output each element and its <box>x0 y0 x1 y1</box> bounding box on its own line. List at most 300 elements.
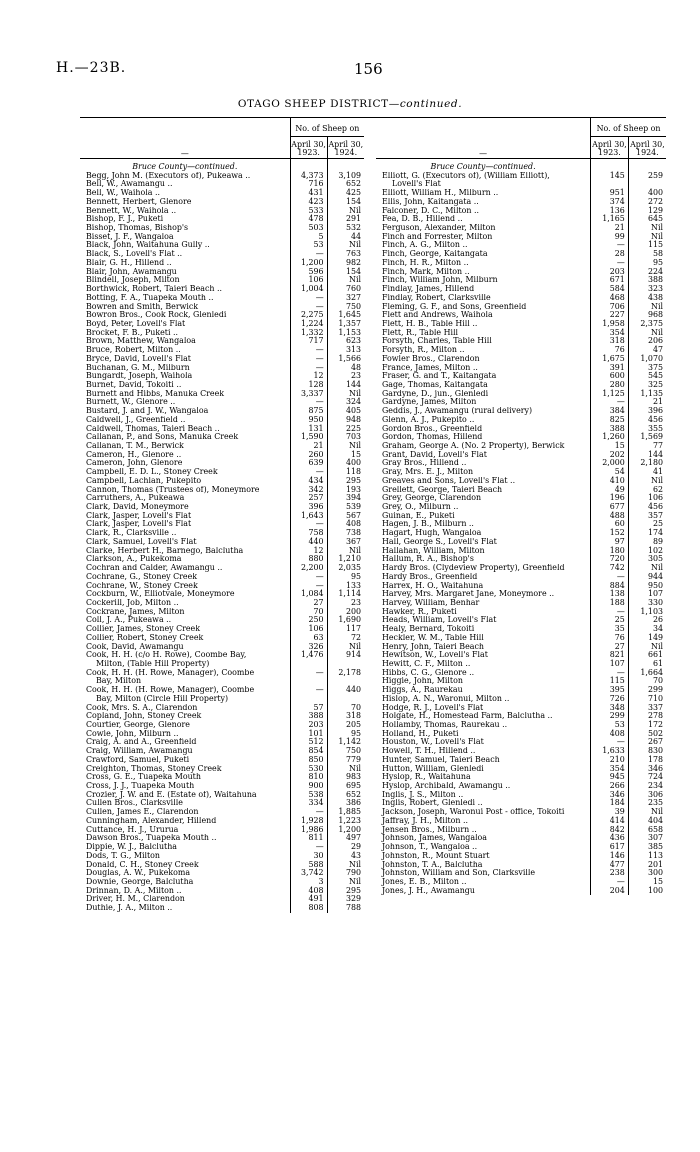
sheep-1924: 259 <box>628 172 666 181</box>
sheep-1923: 204 <box>591 887 629 896</box>
sheep-1923: 478 <box>290 215 327 224</box>
sheep-1924: Nil <box>628 643 666 652</box>
sheep-1923: 758 <box>290 529 327 538</box>
sheep-1923: 30 <box>290 852 327 861</box>
owner-name: Cook, Mrs. S. A., Clarendon <box>86 703 198 712</box>
sheep-1923: — <box>290 582 327 591</box>
sheep-1924: 1,210 <box>327 555 364 564</box>
sheep-1923: 138 <box>591 590 629 599</box>
sheep-1924: 174 <box>628 529 666 538</box>
table-row <box>80 669 364 678</box>
owner-name: Brown, Matthew, Wangaloa <box>86 337 196 346</box>
sheep-1924: 58 <box>628 250 666 259</box>
sheep-1923: 210 <box>591 756 629 765</box>
sheep-1923: 196 <box>591 494 629 503</box>
sheep-1924: 193 <box>327 486 364 495</box>
owner-name: Flett and Andrews, Waihola <box>382 311 493 320</box>
sheep-1923: 106 <box>290 625 327 634</box>
sheep-1923: 25 <box>591 616 629 625</box>
right-table-block <box>376 118 666 895</box>
owner-name: Guinan, E., Puketi <box>382 511 455 520</box>
sheep-1924: Nil <box>628 329 666 338</box>
sheep-1923: 54 <box>591 468 629 477</box>
owner-name: Blair, John, Awamangu <box>86 267 177 276</box>
sheep-1924: 205 <box>327 721 364 730</box>
owner-name: Grant, David, Lovell's Flat <box>382 450 487 459</box>
sheep-1924: 497 <box>327 834 364 843</box>
sheep-1924: 89 <box>628 538 666 547</box>
sheep-1924: Nil <box>327 861 364 870</box>
owner-name: Bowron Bros., Cook Rock, Glenledi <box>86 311 227 320</box>
owner-name: Hardy Bros., Greenfield <box>382 572 478 581</box>
sheep-1924: 779 <box>327 756 364 765</box>
col-1923-header: April 30, 1923. <box>290 137 327 159</box>
sheep-1924: 23 <box>327 599 364 608</box>
sheep-1924: 325 <box>628 381 666 390</box>
sheep-1923: 49 <box>591 486 629 495</box>
sheep-1924: 738 <box>327 529 364 538</box>
owner-name: Hawker, R., Puketi <box>382 607 457 616</box>
sheep-1923: 842 <box>591 826 629 835</box>
owner-name: Drinnan, D. A., Milton .. <box>86 886 182 895</box>
sheep-1924: 107 <box>628 590 666 599</box>
owner-name: Brocket, F. B., Puketi .. <box>86 328 179 337</box>
sheep-1924: Nil <box>628 808 666 817</box>
sheep-1924: 201 <box>628 861 666 870</box>
owner-name: Copland, John, Stoney Creek <box>86 712 202 721</box>
sheep-1924: 1,223 <box>327 817 364 826</box>
owner-name: Bisset, J. F., Wangaloa <box>86 232 174 241</box>
sheep-1924: 404 <box>628 817 666 826</box>
sheep-1924: 2,375 <box>628 320 666 329</box>
owner-name: Henry, John, Taieri Beach <box>382 642 484 651</box>
owner-name: Hagen, J. B., Milburn .. <box>382 520 474 529</box>
sheep-1924: 70 <box>628 677 666 686</box>
sheep-1923: 408 <box>591 730 629 739</box>
sheep-1923: 188 <box>591 599 629 608</box>
sheep-1923: 12 <box>290 372 327 381</box>
sheep-1924: 77 <box>628 442 666 451</box>
sheep-1924: 1,070 <box>628 355 666 364</box>
owner-name: Harvey, William, Benhar <box>382 598 480 607</box>
sheep-1923: — <box>591 241 629 250</box>
sheep-1923: 346 <box>591 791 629 800</box>
owner-name: Cross, J. J., Tuapeka Mouth <box>86 782 195 791</box>
owner-name: Begg, John M. (Executors of), Pukeawa .. <box>86 171 251 180</box>
sheep-1924: 29 <box>327 843 364 852</box>
owner-name: Cook, H. H. (H. Rowe, Manager), Coombe <box>86 686 255 695</box>
section-heading: Bruce County—continued. <box>132 162 238 171</box>
owner-name: Collier, James, Stoney Creek <box>86 625 201 634</box>
sheep-1924: 62 <box>628 486 666 495</box>
sheep-1924: 1,569 <box>628 433 666 442</box>
sheep-1923: 1,643 <box>290 512 327 521</box>
section-row <box>376 159 666 172</box>
owner-name: Hutton, William, Glenledi <box>382 764 484 773</box>
owner-name: Bustard, J. and J. W., Wangaloa <box>86 407 209 416</box>
sheep-1923: 2,200 <box>290 564 327 573</box>
col-1924-header: April 30, 1924. <box>327 137 364 159</box>
sheep-1923: 128 <box>290 381 327 390</box>
owner-name: Harvey, Mrs. Margaret Jane, Moneymore .. <box>382 590 555 599</box>
owner-name: Grey, George, Clarendon <box>382 494 482 503</box>
sheep-1924: 267 <box>628 738 666 747</box>
sheep-1924: 61 <box>628 660 666 669</box>
sheep-1923: 184 <box>591 799 629 808</box>
sheep-1923: 136 <box>591 207 629 216</box>
sheep-1923: 440 <box>290 538 327 547</box>
owner-name: Cowie, John, Milburn .. <box>86 729 179 738</box>
sheep-1923: 384 <box>591 407 629 416</box>
sheep-1924: Nil <box>327 241 364 250</box>
sheep-1923: 227 <box>591 311 629 320</box>
sheep-1924: 724 <box>628 773 666 782</box>
owner-name: Bungardt, Joseph, Waihola <box>86 372 193 381</box>
owner-name: Lovell's Flat <box>392 180 441 189</box>
sheep-1923: — <box>591 669 629 678</box>
owner-name: Cook, H. H. (c/o H. Rowe), Coombe Bay, <box>86 651 247 660</box>
sheep-1924: 15 <box>628 878 666 887</box>
sheep-1924: 1,566 <box>327 355 364 364</box>
sheep-1923: 950 <box>290 416 327 425</box>
sheep-1924: 438 <box>628 294 666 303</box>
sheep-1924: 948 <box>327 416 364 425</box>
sheep-1923: 503 <box>290 224 327 233</box>
sheep-1924: 70 <box>327 704 364 713</box>
owner-name: Finch, A. G., Milton .. <box>382 241 468 250</box>
sheep-1924: 278 <box>628 712 666 721</box>
sheep-1923: 720 <box>591 555 629 564</box>
sheep-1924: 375 <box>628 364 666 373</box>
sheep-1923: 726 <box>591 695 629 704</box>
title-continued: continued. <box>399 98 463 110</box>
owner-name: Clark, Jasper, Lovell's Flat <box>86 520 192 529</box>
sheep-1924: 47 <box>628 346 666 355</box>
sheep-1923: 97 <box>591 538 629 547</box>
sheep-1923: 617 <box>591 843 629 852</box>
sheep-1924: 2,035 <box>327 564 364 573</box>
owner-name: Finch, George, Kaitangata <box>382 250 488 259</box>
sheep-1923: 374 <box>591 198 629 207</box>
sheep-1923: 1,476 <box>290 651 327 660</box>
sheep-1923: 146 <box>591 852 629 861</box>
sheep-1924: 41 <box>628 468 666 477</box>
sheep-1924: Nil <box>628 477 666 486</box>
owner-name: Hardy Bros. (Clydeview Property), Greenfield <box>382 564 565 573</box>
owner-name: Higgs, A., Raurekau <box>382 686 463 695</box>
sheep-1924: 3,109 <box>327 172 364 181</box>
owner-name: Johnson, T., Wangaloa .. <box>382 843 478 852</box>
left-sheep-table <box>80 118 364 913</box>
owner-name: Bruce, Robert, Milton .. <box>86 346 181 355</box>
sheep-1923: 468 <box>591 294 629 303</box>
owner-name: Forsyth, R., Milton .. <box>382 346 465 355</box>
sheep-1923: 4,373 <box>290 172 327 181</box>
owner-name: Hollamby, Thomas, Raurekau .. <box>382 721 508 729</box>
owner-name: Clark, Samuel, Lovell's Flat <box>86 537 197 546</box>
sheep-1923: 854 <box>290 747 327 756</box>
sheep-1923: 512 <box>290 738 327 747</box>
owner-name: Bowren and Smith, Berwick <box>86 302 199 311</box>
owner-name: Flett, H. B., Table Hill .. <box>382 319 478 328</box>
owner-name: Fraser, G. and T., Kaitangata <box>382 372 497 381</box>
owner-name: Howell, T. H., Hillend .. <box>382 747 476 756</box>
owner-name: Ferguson, Alexander, Milton <box>382 224 496 233</box>
owner-name: Johnston, R., Mount Stuart <box>382 851 490 860</box>
sheep-1923: 821 <box>591 651 629 660</box>
sheep-1923: 348 <box>591 704 629 713</box>
owner-name: Findlay, James, Hillend <box>382 285 475 294</box>
owner-name: Inglis, J. S., Milton .. <box>382 790 464 799</box>
owner-name: Hyslop, Archibald, Awamangu .. <box>382 782 511 791</box>
owner-name: Findlay, Robert, Clarksville <box>382 293 491 302</box>
sheep-1924: 710 <box>628 695 666 704</box>
owner-name: Bell, W., Awamangu .. <box>86 180 173 189</box>
sheep-1924: 295 <box>327 477 364 486</box>
sheep-1923: 1,165 <box>591 215 629 224</box>
sheep-1923: 260 <box>290 451 327 460</box>
sheep-1923: 180 <box>591 547 629 556</box>
sheep-1924: 645 <box>628 215 666 224</box>
owner-name: Cockerill, Job, Milton .. <box>86 598 179 607</box>
sheep-1923: 334 <box>290 799 327 808</box>
sheep-1924: 567 <box>327 512 364 521</box>
sheep-1924: 502 <box>628 730 666 739</box>
sheep-1924: 327 <box>327 294 364 303</box>
sheep-1923: — <box>591 738 629 747</box>
sheep-1923: — <box>290 686 327 695</box>
sheep-1923: — <box>290 843 327 852</box>
owner-name: Duthie, J. A., Milton .. <box>86 904 173 913</box>
sheep-1923: 152 <box>591 529 629 538</box>
sheep-1923: 2,275 <box>290 311 327 320</box>
owner-name: Bay, Milton <box>96 677 142 686</box>
sheep-1923: — <box>290 364 327 373</box>
sheep-1923: 875 <box>290 407 327 416</box>
sheep-1924: 425 <box>327 189 364 198</box>
sheep-1924: 307 <box>628 834 666 843</box>
sheep-1923: 266 <box>591 782 629 791</box>
sheep-1923: 388 <box>290 712 327 721</box>
sheep-1924: 1,114 <box>327 590 364 599</box>
sheep-1924: 1,200 <box>327 826 364 835</box>
sheep-1923: 3 <box>290 878 327 887</box>
owner-name: Bennett, W., Waihola .. <box>86 206 177 215</box>
sheep-1924: 661 <box>628 651 666 660</box>
owner-name: Heckler, W. M., Table Hill <box>382 633 484 642</box>
owner-name: Glenn, A. J., Pukepito .. <box>382 415 475 424</box>
sheep-1924: 1,664 <box>628 669 666 678</box>
owner-name: Clark, R., Clarksville .. <box>86 529 177 538</box>
sheep-1924: 539 <box>327 503 364 512</box>
sheep-1923: 250 <box>290 616 327 625</box>
sheep-1924: 982 <box>327 259 364 268</box>
sheep-1923: 21 <box>591 224 629 233</box>
sheep-1923: 3,742 <box>290 869 327 878</box>
owner-name: Finch and Forrester, Milton <box>382 232 493 241</box>
sheep-1923: 584 <box>591 285 629 294</box>
sheep-1923: 299 <box>591 712 629 721</box>
sheep-1923: 600 <box>591 372 629 381</box>
owner-name: Gray Bros., Hillend .. <box>382 459 467 468</box>
sheep-1924: 272 <box>628 198 666 207</box>
sheep-1923: 410 <box>591 477 629 486</box>
sheep-1924: 34 <box>628 625 666 634</box>
owner-name: Holland, H., Puketi <box>382 729 459 738</box>
sheep-1923: 677 <box>591 503 629 512</box>
left-table-body <box>80 159 364 913</box>
sheep-1923: 1,200 <box>290 259 327 268</box>
left-table-block <box>80 118 364 913</box>
sheep-1923: 318 <box>591 337 629 346</box>
sheep-1923: — <box>290 468 327 477</box>
sheep-1923: 808 <box>290 904 327 913</box>
owner-name: Clark, David, Moneymore <box>86 503 189 512</box>
sheep-1923: 588 <box>290 861 327 870</box>
sheep-1924: 914 <box>327 651 364 660</box>
sheep-1924: 400 <box>628 189 666 198</box>
sheep-1924: 144 <box>628 451 666 460</box>
owner-name: Creighton, Thomas, Stoney Creek <box>86 764 222 773</box>
sheep-1923: 530 <box>290 765 327 774</box>
owner-name: Heads, William, Lovell's Flat <box>382 616 497 625</box>
sheep-1924: 144 <box>327 381 364 390</box>
sheep-1923: — <box>290 346 327 355</box>
sheep-1923: 2,000 <box>591 459 629 468</box>
sheep-1923: 811 <box>290 834 327 843</box>
owner-name: Holgate, H., Homestead Farm, Balclutha .. <box>382 712 553 721</box>
owner-name: Dods, T. G., Milton <box>86 851 160 860</box>
sheep-1923: — <box>591 878 629 887</box>
owner-name: Flett, R., Table Hill <box>382 328 459 337</box>
sheep-1924: 100 <box>628 887 666 896</box>
sheep-1923: 395 <box>591 686 629 695</box>
owner-name: Healy, Bernard, Tokoiti <box>382 625 475 634</box>
page-ref: H.—23B. <box>56 60 127 76</box>
sheep-1924: 652 <box>327 791 364 800</box>
sheep-1924: 23 <box>327 372 364 381</box>
sheep-1923: 408 <box>290 887 327 896</box>
sheep-1923: — <box>290 355 327 364</box>
sheep-1924: 15 <box>327 451 364 460</box>
page-title: OTAGO SHEEP DISTRICT—continued. <box>237 98 463 110</box>
sheep-1923: 423 <box>290 198 327 207</box>
owner-name: Milton, (Table Hill Property) <box>96 659 210 668</box>
owner-name: Finch, H. R., Milton .. <box>382 258 469 267</box>
owner-name: Crozier, J. W. and E. (Estate of), Waitahuna <box>86 790 257 799</box>
sheep-1924: 400 <box>327 459 364 468</box>
sheep-1924: Nil <box>327 442 364 451</box>
sheep-1924: Nil <box>327 878 364 887</box>
title-main: OTAGO SHEEP DISTRICT <box>237 98 389 110</box>
sheep-1923: 716 <box>290 180 327 189</box>
sheep-1923: 596 <box>290 268 327 277</box>
owner-name: Campbell, Lachlan, Pukepito <box>86 476 202 485</box>
owner-name: Gray, Mrs. E. J., Milton <box>382 468 474 477</box>
sheep-1924: 763 <box>327 250 364 259</box>
sheep-1924: 950 <box>628 582 666 591</box>
sheep-1923: 57 <box>290 704 327 713</box>
sheep-1924: Nil <box>327 643 364 652</box>
sheep-1924: 291 <box>327 215 364 224</box>
sheep-1923: 900 <box>290 782 327 791</box>
sheep-1923: 434 <box>290 477 327 486</box>
sheep-1923: 15 <box>591 442 629 451</box>
owner-name: Bryce, David, Lovell's Flat <box>86 354 191 363</box>
owner-name: Cullen, James E., Clarendon <box>86 808 199 817</box>
owner-name: Hunter, Samuel, Taieri Beach <box>382 755 500 764</box>
sheep-1924: 48 <box>327 364 364 373</box>
sheep-1924: 750 <box>327 303 364 312</box>
owner-name: Donald, C. H., Stoney Creek <box>86 860 199 869</box>
owner-name: Gordon Bros., Greenfield <box>382 424 483 433</box>
owner-name: Cannon, Thomas (Trustees of), Moneymore <box>86 485 260 494</box>
sheep-1923: 326 <box>290 643 327 652</box>
sheep-1924: 43 <box>327 852 364 861</box>
owner-name: Hall, George S., Lovell's Flat <box>382 537 497 546</box>
owner-name: France, James, Milton .. <box>382 363 478 372</box>
table-row <box>80 686 364 695</box>
sheep-on-header: No. of Sheep on <box>290 118 364 137</box>
sheep-1924: 456 <box>628 503 666 512</box>
owner-name: Elliott, William H., Milburn .. <box>382 189 499 198</box>
sheep-1924: Nil <box>327 207 364 216</box>
sheep-1924: Nil <box>327 276 364 285</box>
sheep-1924: 355 <box>628 425 666 434</box>
sheep-1923: 107 <box>591 660 629 669</box>
sheep-1924: 299 <box>628 686 666 695</box>
sheep-1924: 394 <box>327 494 364 503</box>
owner-name: Downie, George, Balclutha <box>86 877 194 886</box>
owner-name: Johnston, William and Son, Clarksville <box>382 869 536 878</box>
owner-name: Blair, G. H., Hillend .. <box>86 258 172 267</box>
sheep-1923: 414 <box>591 817 629 826</box>
owner-name: Jackson, Joseph, Waronui Post - office, Tokoiti <box>382 808 565 817</box>
owner-name: Greaves and Sons, Lovell's Flat .. <box>382 476 516 485</box>
owner-name: Hallahan, William, Milton <box>382 546 485 555</box>
owner-name: Fea, D. B., Hillend .. <box>382 215 463 224</box>
sheep-1924: 44 <box>327 233 364 242</box>
owner-name: Graham, George A. (No. 2 Property), Berwick <box>382 442 565 450</box>
sheep-1924: 545 <box>628 372 666 381</box>
sheep-1923: 70 <box>290 608 327 617</box>
sheep-1923: 388 <box>591 425 629 434</box>
sheep-1923: 1,958 <box>591 320 629 329</box>
owner-name: Geddis, J., Awamangu (rural delivery) <box>382 407 533 416</box>
sheep-1923: — <box>591 573 629 582</box>
sheep-1923: 12 <box>290 547 327 556</box>
sheep-1924: 154 <box>327 198 364 207</box>
owner-name: Blindell, Joseph, Milton <box>86 276 180 285</box>
owner-name: Douglas, A. W., Pukekoma <box>86 869 191 878</box>
sheep-1924: 172 <box>628 721 666 730</box>
owner-name: Hislop, A. N., Waronui, Milton .. <box>382 694 510 703</box>
table-row <box>80 651 364 660</box>
sheep-1923: 1,590 <box>290 433 327 442</box>
sheep-1923: 35 <box>591 625 629 634</box>
sheep-1923: 1,928 <box>290 817 327 826</box>
owner-name: Forsyth, Charles, Table Hill <box>382 337 492 346</box>
owner-name: Callanan, T. M., Berwick <box>86 442 184 450</box>
sheep-1923: 1,125 <box>591 390 629 399</box>
sheep-1923: 28 <box>591 250 629 259</box>
sheep-1924: 106 <box>628 494 666 503</box>
sheep-1923: 488 <box>591 512 629 521</box>
sheep-1924: 300 <box>628 869 666 878</box>
sheep-1924: 313 <box>327 346 364 355</box>
owner-name: Cook, H. H. (H. Rowe, Manager), Coombe <box>86 668 255 677</box>
sheep-1923: 39 <box>591 808 629 817</box>
